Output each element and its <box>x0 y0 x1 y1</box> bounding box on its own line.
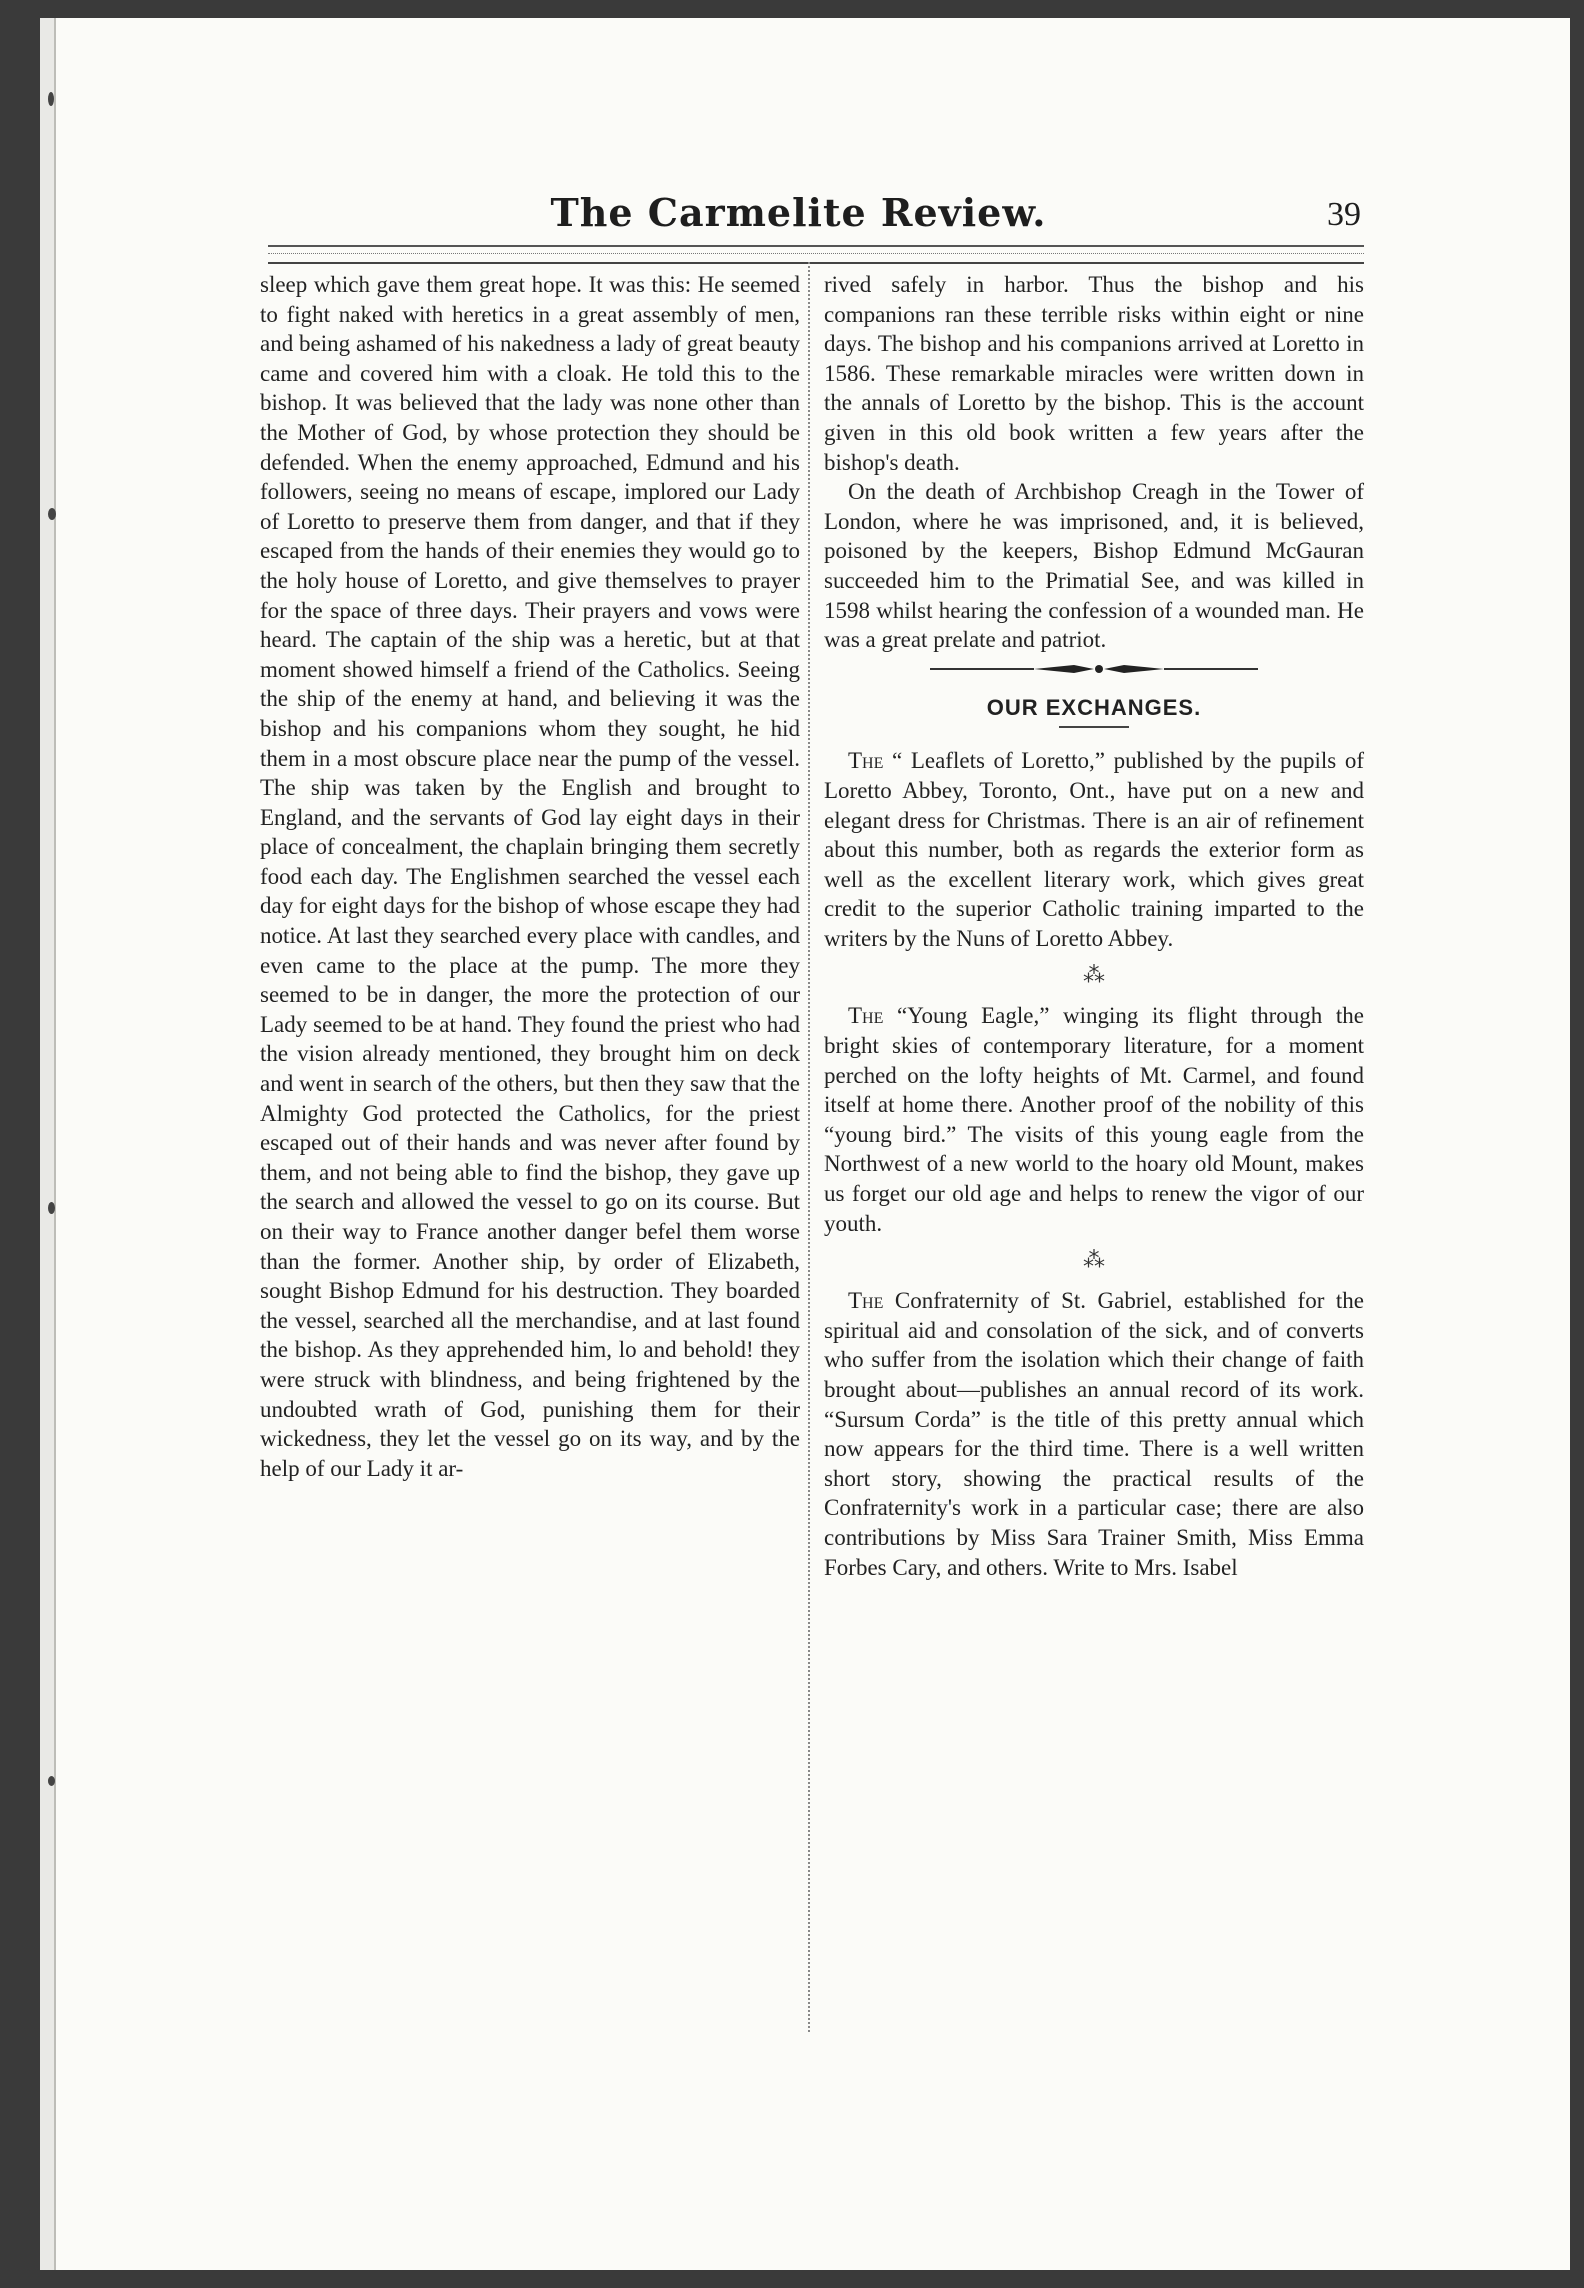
asterism: ⁂ <box>1083 1247 1105 1273</box>
page-number: 39 <box>1327 196 1361 233</box>
margin-speck <box>48 1202 55 1214</box>
archbishop-paragraph: On the death of Archbishop Creagh in the Tower of London, where he was imprisoned, and, it is believed, poisoned by the keepers, Bishop Edmund McGauran succeeded him to the Primatial See, and was killed in 1598 whilst hearing the confession of a wounded man. He was a great prelate and patriot. <box>824 479 1364 653</box>
right-column <box>824 270 1364 1582</box>
exchange-item <box>824 746 1364 953</box>
binding-edge <box>40 18 56 2270</box>
margin-speck <box>48 1776 55 1786</box>
continuation-paragraph: rived safely in harbor. Thus the bishop and his companions ran these terrible risks within eight or nine days. The bishop and his companions arrived at Loretto in 1586. These remarkable miracles were written down in the annals of Loretto by the bishop. This is the account given in this old book written a few years after the bishop's death. <box>824 272 1364 475</box>
margin-speck <box>48 92 54 106</box>
header-rule <box>268 262 1364 264</box>
header-rule <box>268 245 1364 247</box>
exchange-item <box>824 1001 1364 1238</box>
left-column-text: sleep which gave them great hope. It was this: He seemed to fight naked with heretics in a great assembly of men, and being ashamed of his nakedness a lady of great beauty came and covered him with a cloak. He told this to the bishop. It was believed that the lady was none other than the Mother of God, by whose protection they should be defended. When the enemy approached, Edmund and his followers, seeing no means of escape, implored our Lady of Loretto to preserve them from danger, and that if they escaped from the hands of their enemies they would go to the holy house of Loretto, and give themselves to prayer for the space of three days. Their prayers and vows were heard. The captain of the ship was a heretic, but at that moment showed himself a friend of the Catholics. Seeing the ship of the enemy at hand, and believing it was the bishop and his companions whom they sought, he hid them in a most obscure place near the pump of the vessel. The ship was taken by the English and brought to England, and the servants of God lay eight days in their place of concealment, the chaplain bringing them secretly food each day. The Englishmen searched the vessel each day for eight days for the bishop of whose escape they had notice. At last they searched every place with candles, and even came to the place at the pump. The more they seemed to be in danger, the more the protection of our Lady seemed to be at hand. They found the priest who had the vision already mentioned, they brought him on deck and went in search of the others, but then they saw that the Almighty God protected the Catholics, for the priest escaped out of their hands and was never after found by them, and not being able to find the bishop, they gave up the search and allowed the vessel to go on its course. But on their way to France another danger befel them worse than the former. Another ship, by order of Elizabeth, sought Bishop Edmund for his destruction. They boarded the vessel, searched all the merchandise, and at last found the bishop. As they apprehended him, lo and behold! they were struck with blindness, and being frightened by the undoubted wrath of God, punishing them for their wickedness, they let the vessel go on its way, and by the help of our Lady it ar- <box>260 272 800 1481</box>
item-text: “ Leaflets of Loretto,” published by the pupils of Loretto Abbey, Toronto, Ont., have put on a new and elegant dress for Christmas. There is an air of refinement about this number, both as regards the exterior form as well as the excellent literary work, which gives great credit to the superior Catholic training imparted to the writers by the Nuns of Loretto Abbey. <box>824 748 1364 951</box>
asterism: ⁂ <box>1083 962 1105 988</box>
ornament-divider <box>924 659 1264 679</box>
item-lead: The <box>848 1003 884 1029</box>
item-text: “Young Eagle,” winging its flight through the bright skies of contemporary literature, for a moment perched on the lofty heights of Mt. Carmel, and found itself at home there. Another proof of the nobility of this “young bird.” The visits of this young eagle from the Northwest of a new world to the hoary old Mount, makes us forget our old age and helps to renew the vigor of our youth. <box>824 1003 1364 1236</box>
item-lead: The <box>848 1288 884 1314</box>
running-head <box>236 190 1361 240</box>
item-text: Confraternity of St. Gabriel, established for the spiritual aid and consolation of the sick, and of converts who suffer from the isolation which their change of faith brought about—publishes an annual record of its work. “Sursum Corda” is the title of this pretty annual which now appears for the third time. There is a well written short story, showing the practical results of the Confraternity's work in a particular case; there are also contributions by Miss Sara Trainer Smith, Miss Emma Forbes Cary, and others. Write to Mrs. Isabel <box>824 1288 1364 1580</box>
column-divider <box>808 262 810 2032</box>
section-underline <box>1059 726 1129 728</box>
margin-speck <box>48 508 56 520</box>
exchange-item <box>824 1286 1364 1582</box>
journal-title: The Carmelite Review. <box>550 190 1047 235</box>
item-lead: The <box>848 748 884 774</box>
left-column <box>260 270 800 1483</box>
header-rule-dotted <box>268 253 1364 254</box>
section-title: OUR EXCHANGES. <box>986 694 1202 720</box>
